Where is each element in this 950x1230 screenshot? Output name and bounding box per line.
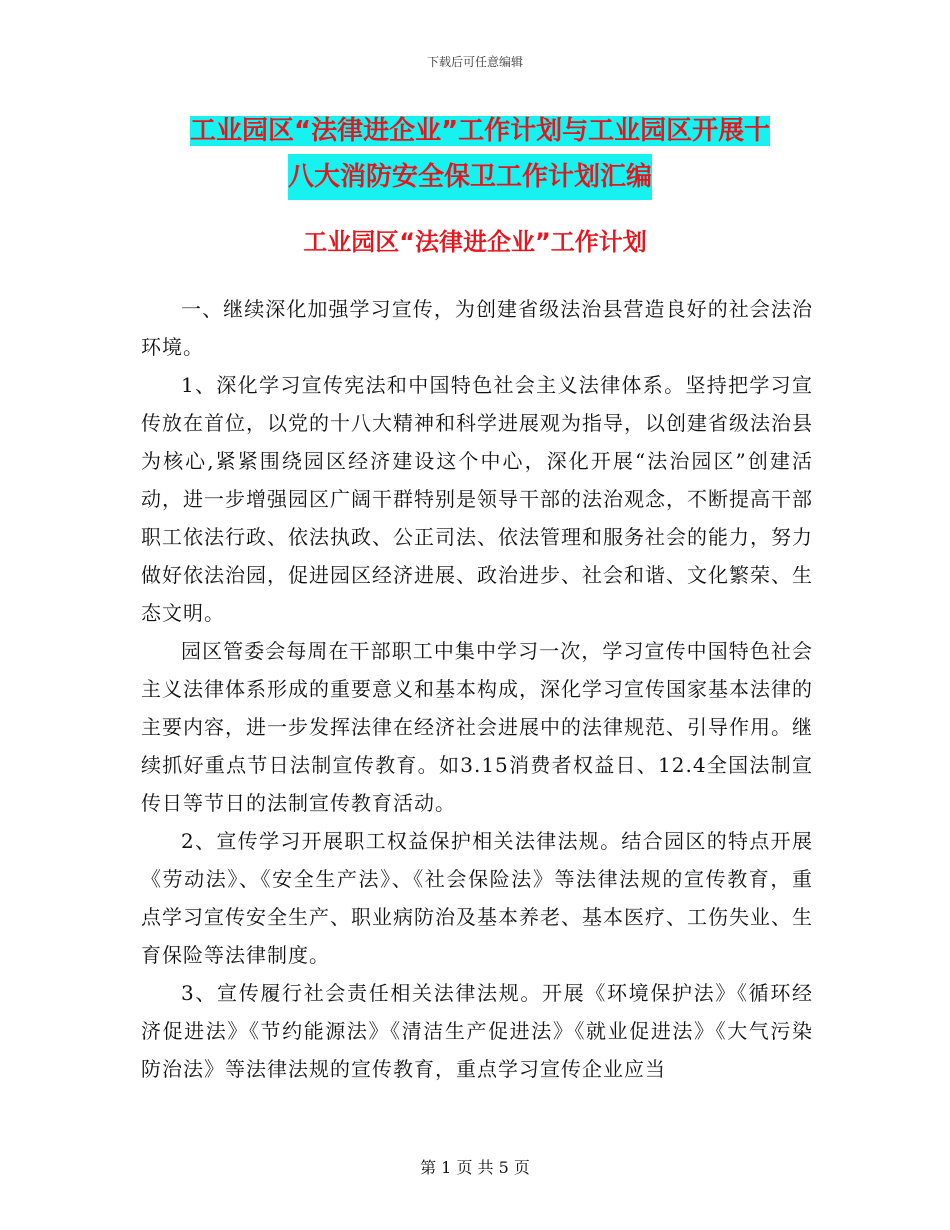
page-footer: 第 1 页 共 5 页 bbox=[420, 1158, 530, 1177]
document-title-line-2: 八大消防安全保卫工作计划汇编 bbox=[288, 154, 652, 200]
paragraph: 园区管委会每周在干部职工中集中学习一次，学习宣传中国特色社会主义法律体系形成的重要意义和基本构成，深化学习宣传国家基本法律的主要内容，进一步发挥法律在经济社会进展中的法律规范、引导作用。继续抓好重点节日法制宣传教育。如3.15消费者权益日、12.4全国法制宣传日等节日的法制宣传教育活动。 bbox=[141, 639, 813, 815]
paragraph: 1、深化学习宣传宪法和中国特色社会主义法律体系。坚持把学习宣传放在首位，以党的十八大精神和科学进展观为指导，以创建省级法治县为核心,紧紧围绕园区经济建设这个中心，深化开展“法治园区”创建活动，进一步增强园区广阔干群特别是领导干部的法治观念，不断提高干部职工依法行政、依法执政、公正司法、依法管理和服务社会的能力，努力做好依法治园，促进园区经济进展、政治进步、社会和谐、文化繁荣、生态文明。 bbox=[141, 373, 813, 625]
section-title: 工业园区“法律进企业”工作计划 bbox=[303, 228, 647, 256]
document-title-line-1: 工业园区“法律进企业”工作计划与工业园区开展十 bbox=[190, 116, 771, 146]
header-note: 下载后可任意编辑 bbox=[426, 55, 523, 69]
paragraph: 一、继续深化加强学习宣传，为创建省级法治县营造良好的社会法治环境。 bbox=[141, 297, 813, 359]
paragraph: 3、宣传履行社会责任相关法律法规。开展《环境保护法》《循环经济促进法》《节约能源法》《清洁生产促进法》《就业促进法》《大气污染防治法》等法律法规的宣传教育，重点学习宣传企业应当 bbox=[141, 981, 813, 1081]
document-title bbox=[190, 108, 830, 200]
document-body bbox=[141, 290, 813, 1088]
paragraph: 2、宣传学习开展职工权益保护相关法律法规。结合园区的特点开展《劳动法》、《安全生产法》、《社会保险法》等法律法规的宣传教育，重点学习宣传安全生产、职业病防治及基本养老、基本医疗、工伤失业、生育保险等法律制度。 bbox=[141, 829, 813, 967]
